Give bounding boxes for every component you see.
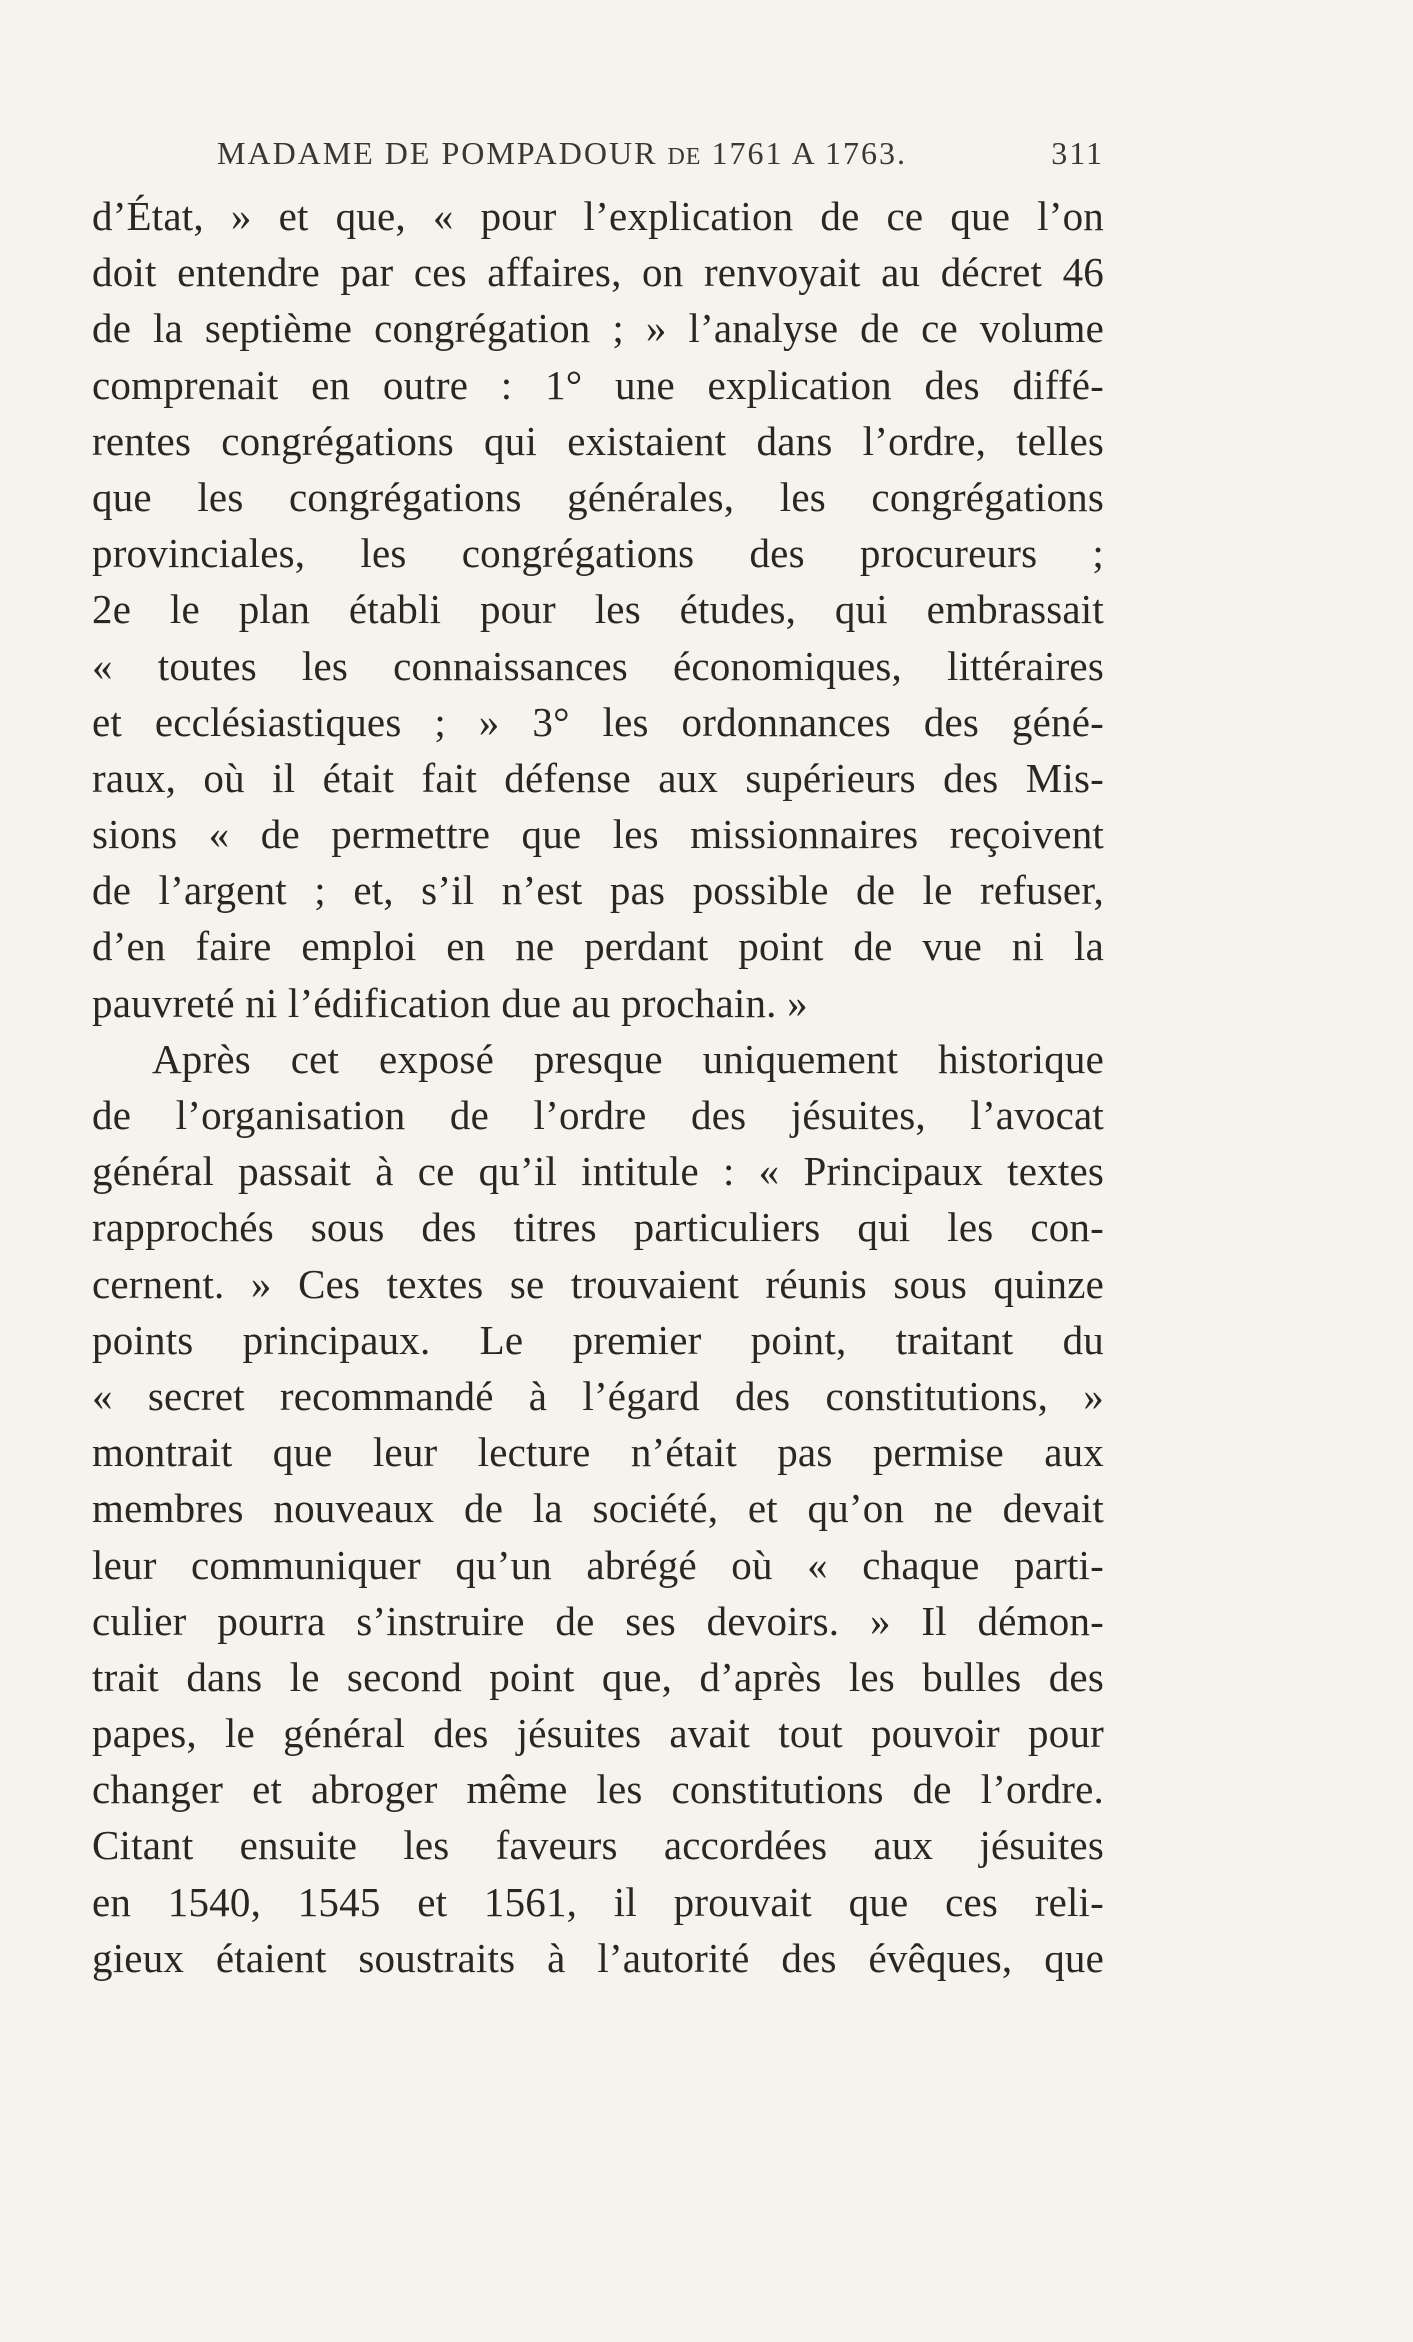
running-title-de: DE xyxy=(667,144,702,170)
text-line: cernent. » Ces textes se trouvaient réunis sous quinze xyxy=(92,1260,1104,1307)
paragraph-end-line: pauvreté ni l’édification due au prochain. » xyxy=(92,979,808,1026)
text-line: d’État, » et que, « pour l’explication de ce que l’on xyxy=(92,193,1104,239)
page-number: 311 xyxy=(1051,135,1104,171)
body-text xyxy=(92,188,1104,1986)
text-line: doit entendre par ces affaires, on renvoyait au décret 46 xyxy=(92,249,1104,296)
text-line: comprenait en outre : 1° une explication des diffé- xyxy=(92,361,1104,408)
paragraph-start-line: Après cet exposé presque uniquement historique xyxy=(152,1035,1104,1082)
running-title-main: MADAME DE POMPADOUR xyxy=(217,135,658,171)
text-line: sions « de permettre que les missionnaires reçoivent xyxy=(92,811,1104,858)
text-line: Citant ensuite les faveurs accordées aux jésuites xyxy=(92,1822,1104,1869)
running-title xyxy=(217,128,907,182)
text-line: provinciales, les congrégations des procureurs ; xyxy=(92,530,1104,577)
text-line: membres nouveaux de la société, et qu’on ne devait xyxy=(92,1485,1104,1532)
running-header xyxy=(92,128,1104,178)
text-line: général passait à ce qu’il intitule : « Principaux textes xyxy=(92,1148,1104,1195)
text-line: culier pourra s’instruire de ses devoirs. » Il démon- xyxy=(92,1597,1104,1644)
text-line: rentes congrégations qui existaient dans l’ordre, telles xyxy=(92,417,1104,464)
running-title-years: 1761 A 1763. xyxy=(711,135,908,171)
text-line: raux, où il était fait défense aux supérieurs des Mis- xyxy=(92,754,1104,801)
text-line: de l’organisation de l’ordre des jésuites, l’avocat xyxy=(92,1092,1104,1138)
text-line: en 1540, 1545 et 1561, il prouvait que ces reli- xyxy=(92,1878,1104,1925)
text-line: et ecclésiastiques ; » 3° les ordonnances des géné- xyxy=(92,698,1104,745)
text-line: montrait que leur lecture n’était pas permise aux xyxy=(92,1429,1104,1476)
text-line: changer et abroger même les constitutions de l’ordre. xyxy=(92,1766,1104,1813)
text-line: de la septième congrégation ; » l’analyse de ce volume xyxy=(92,305,1104,352)
text-line: leur communiquer qu’un abrégé où « chaque parti- xyxy=(92,1541,1104,1588)
text-line: rapprochés sous des titres particuliers qui les con- xyxy=(92,1204,1104,1251)
text-line: papes, le général des jésuites avait tout pouvoir pour xyxy=(92,1710,1104,1757)
text-line: que les congrégations générales, les congrégations xyxy=(92,473,1104,520)
text-line: d’en faire emploi en ne perdant point de vue ni la xyxy=(92,923,1104,970)
text-line: 2e le plan établi pour les études, qui embrassait xyxy=(92,586,1104,633)
text-line: points principaux. Le premier point, traitant du xyxy=(92,1316,1104,1363)
text-line: « secret recommandé à l’égard des constitutions, » xyxy=(92,1372,1104,1419)
text-line: « toutes les connaissances économiques, littéraires xyxy=(92,642,1104,689)
text-line: de l’argent ; et, s’il n’est pas possible de le refuser, xyxy=(92,867,1104,914)
text-line: gieux étaient soustraits à l’autorité des évêques, que xyxy=(92,1934,1104,1981)
text-line: trait dans le second point que, d’après les bulles des xyxy=(92,1653,1104,1700)
